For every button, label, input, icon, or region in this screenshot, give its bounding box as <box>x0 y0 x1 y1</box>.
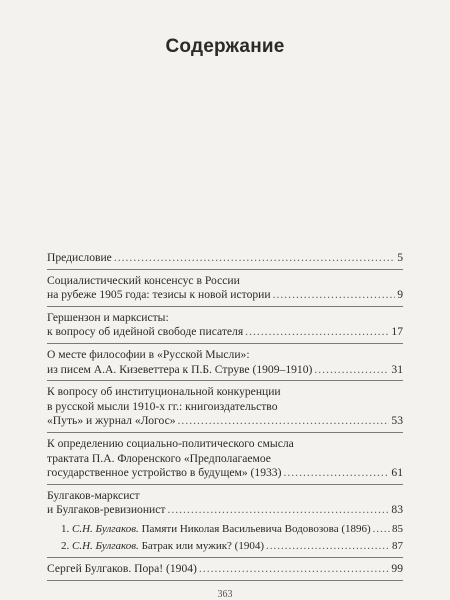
toc-entry <box>47 307 403 344</box>
subentry-title: Батрак или мужик? (1904) <box>141 540 265 553</box>
entry-title: на рубеже 1905 года: тезисы к новой истории <box>47 288 271 302</box>
toc-entry <box>47 433 403 485</box>
page-number: 99 <box>391 561 403 575</box>
entry-title-line: К определению социально-политического смысла <box>47 436 294 450</box>
entry-title: Сергей Булгаков. Пора! (1904) <box>47 561 197 575</box>
subentry-number: 1. <box>61 522 70 535</box>
toc-entry <box>47 558 403 581</box>
folio-page-number: 363 <box>217 589 233 600</box>
entry-title: и Булгаков-ревизионист <box>47 503 166 517</box>
toc-subentry <box>47 521 403 539</box>
entry-title: к вопросу об идейной свободе писателя <box>47 325 244 339</box>
toc-entry <box>47 344 403 381</box>
entry-title-line: трактата П.А. Флоренского «Предполагаемое <box>47 451 271 465</box>
entry-title-line: в русской мысли 1910-х гг.: книгоиздательство <box>47 399 278 413</box>
entry-title: государственное устройство в будущем» (1933) <box>47 466 282 480</box>
toc-entry <box>47 381 403 433</box>
entry-title-line: Гершензон и марксисты: <box>47 310 169 324</box>
page-number: 9 <box>397 288 403 302</box>
entry-title-line: Социалистический консенсус в России <box>47 273 240 287</box>
subentry-number: 2. <box>61 540 70 553</box>
page-number: 87 <box>392 540 403 553</box>
entry-title: Предисловие <box>47 251 112 264</box>
subentry-author: С.Н. Булгаков. <box>72 522 139 535</box>
toc-entry <box>47 485 403 521</box>
page-number: 61 <box>391 466 403 480</box>
page-number: 17 <box>391 325 403 339</box>
page-number: 5 <box>397 251 403 264</box>
subentry-author: С.Н. Булгаков. <box>72 540 139 553</box>
toc-entry <box>47 247 403 270</box>
page-number: 83 <box>391 503 403 517</box>
entry-title: из писем А.А. Кизеветтера к П.Б. Струве (1909–1910) <box>47 362 313 376</box>
entry-title-line: К вопросу об институциональной конкуренции <box>47 385 281 399</box>
page-number: 53 <box>391 414 403 428</box>
entry-title-line: О месте философии в «Русской Мысли»: <box>47 347 250 361</box>
table-of-contents <box>47 247 403 581</box>
subentry-title: Памяти Николая Васильевича Водовозова (1896) <box>141 522 371 535</box>
page-title: Содержание <box>165 36 285 57</box>
page-number: 85 <box>392 522 403 535</box>
page-number: 31 <box>391 362 403 376</box>
entry-title-line: Булгаков-марксист <box>47 488 140 502</box>
toc-entry <box>47 270 403 307</box>
toc-subentry <box>47 538 403 558</box>
entry-title: «Путь» и журнал «Логос» <box>47 414 176 428</box>
